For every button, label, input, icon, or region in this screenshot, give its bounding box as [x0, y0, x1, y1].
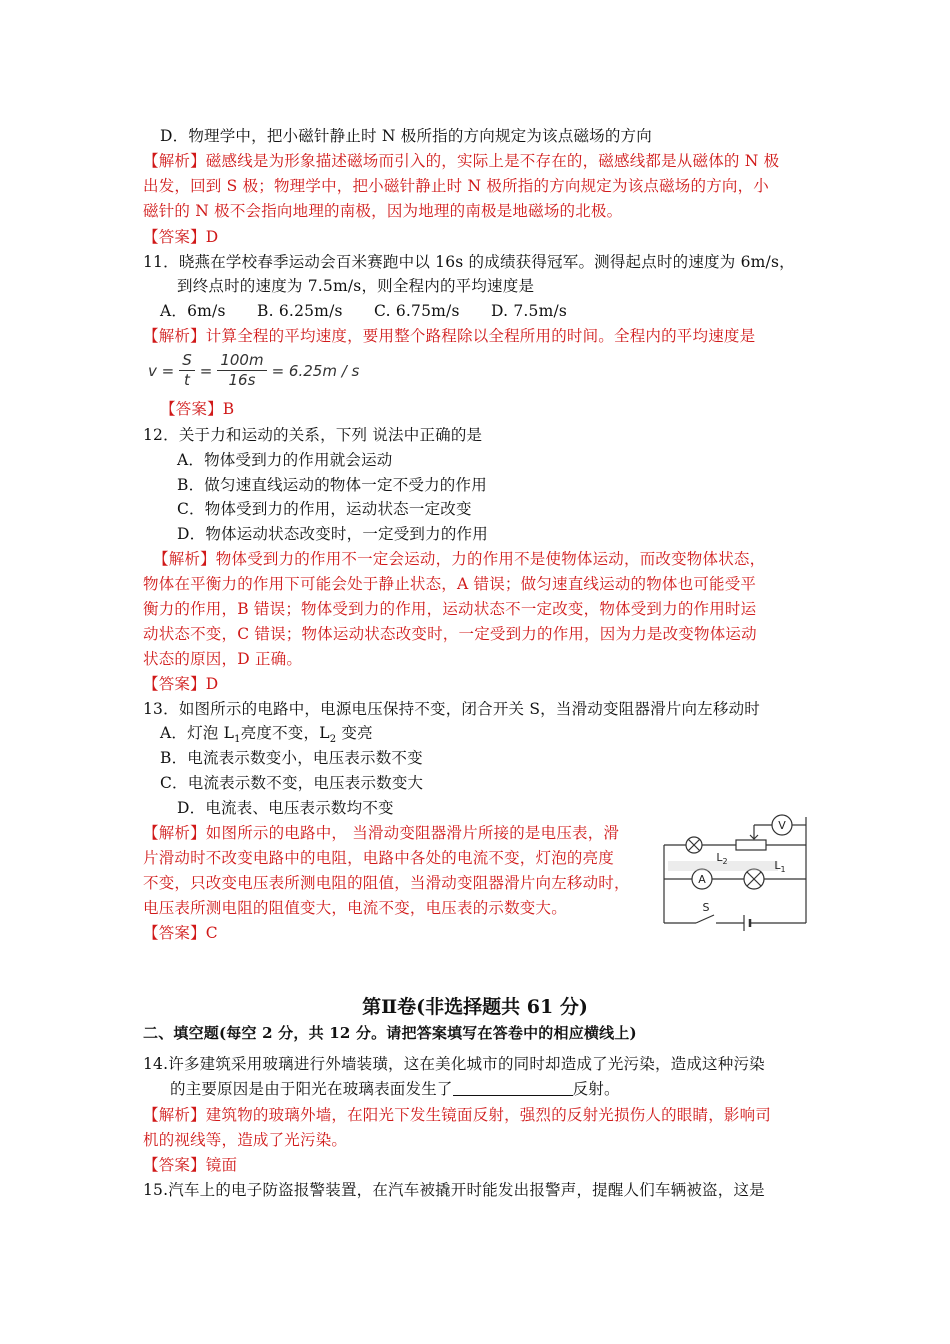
q10-analysis-line2: 出发，回到 S 极；物理学中，把小磁针静止时 N 极所指的方向规定为该点磁场的方向，小	[143, 177, 769, 195]
q13-analysis-line3: 不变，只改变电压表所测电阻的阻值，当滑动变阻器滑片向左移动时，	[143, 874, 630, 892]
q13-option-a-mid: 亮度不变，L	[240, 724, 330, 742]
q12-analysis-line3: 衡力的作用，B 错误；物体受到力的作用，运动状态不一定改变，物体受到力的作用时运	[143, 600, 757, 618]
q12-option-a: A．物体受到力的作用就会运动	[177, 451, 393, 469]
q15-stem-line1: 15.汽车上的电子防盗报警装置，在汽车被撬开时能发出报警声，提醒人们车辆被盗，这是	[143, 1181, 765, 1199]
q14-analysis-line2: 机的视线等，造成了光污染。	[143, 1131, 348, 1149]
q12-analysis-line5: 状态的原因，D 正确。	[143, 650, 303, 668]
q10-analysis-line3: 磁针的 N 极不会指向地理的南极，因为地理的南极是地磁场的北极。	[143, 202, 623, 220]
q14-stem-line1: 14.许多建筑采用玻璃进行外墙装璜，这在美化城市的同时却造成了光污染，造成这种污染	[143, 1055, 765, 1073]
q13-option-b: B．电流表示数变小，电压表示数不变	[160, 749, 423, 767]
q13-option-a-sub1: 1	[234, 734, 241, 746]
formula-num1: S	[179, 351, 195, 371]
q12-analysis-line1: 【解析】物体受到力的作用不一定会运动，力的作用不是使物体运动，而改变物体状态，	[153, 550, 766, 568]
ammeter-label: A	[698, 873, 706, 886]
q14-answer: 【答案】镜面	[143, 1156, 238, 1174]
q10-option-d: D．物理学中，把小磁针静止时 N 极所指的方向规定为该点磁场的方向	[160, 127, 652, 145]
q13-stem: 13．如图所示的电路中，电源电压保持不变，闭合开关 S，当滑动变阻器滑片向左移动时	[143, 700, 760, 718]
q12-analysis-line4: 动状态不变，C 错误；物体运动状态改变时，一定受到力的作用，因为力是改变物体运动	[143, 625, 757, 643]
part2-section-heading: 二、填空题(每空 2 分，共 12 分。请把答案填写在答卷中的相应横线上)	[143, 1024, 637, 1042]
q12-answer: 【答案】D	[143, 675, 219, 693]
q12-option-b: B．做匀速直线运动的物体一定不受力的作用	[177, 476, 487, 494]
q13-option-c: C．电流表示数不变，电压表示数变大	[160, 774, 424, 792]
q13-option-a-sub2: 2	[329, 734, 337, 746]
q13-answer: 【答案】C	[143, 924, 218, 942]
q14-answer-blank[interactable]	[453, 1081, 573, 1096]
q13-option-a-post: 变亮	[336, 724, 373, 742]
q13-circuit-diagram	[660, 811, 812, 931]
q10-answer: 【答案】D	[143, 228, 219, 246]
q12-analysis-line2: 物体在平衡力的作用下可能会处于静止状态，A 错误；做匀速直线运动的物体也可能受平	[143, 575, 757, 593]
q11-analysis: 【解析】计算全程的平均速度，要用整个路程除以全程所用的时间。全程内的平均速度是	[143, 327, 756, 345]
q11-answer: 【答案】B	[160, 400, 235, 418]
q12-option-c: C．物体受到力的作用，运动状态一定改变	[177, 500, 472, 518]
q10-analysis-line1: 【解析】磁感线是为形象描述磁场而引入的，实际上是不存在的，磁感线都是从磁体的 N 极	[143, 152, 780, 170]
q13-analysis-line2: 片滑动时不改变电路中的电阻，电路中各处的电流不变，灯泡的亮度	[143, 849, 615, 867]
switch-blade-icon	[696, 915, 714, 923]
rheostat-icon	[736, 840, 766, 850]
formula-fraction-s-t	[179, 351, 195, 390]
part2-title: 第Ⅱ卷(非选择题共 61 分)	[362, 996, 588, 1018]
q11-options: A．6m/s B. 6.25m/s C. 6.75m/s D. 7.5m/s	[160, 302, 568, 320]
q11-stem-line2: 到终点时的速度为 7.5m/s，则全程内的平均速度是	[177, 277, 535, 295]
q13-option-a-pre: A．灯泡 L	[160, 724, 235, 742]
q14-stem-line2-post: 反射。	[572, 1080, 620, 1098]
q13-analysis-line4: 电压表所测电阻的阻值变大，电流不变，电压表的示数变大。	[143, 899, 567, 917]
q11-stem-line1: 11．晓燕在学校春季运动会百米赛跑中以 16s 的成绩获得冠军。测得起点时的速度为 6m/s，	[143, 253, 795, 271]
formula-num2: 100m	[217, 351, 266, 371]
formula-fraction-values	[217, 351, 266, 390]
q14-analysis-line1: 【解析】建筑物的玻璃外墙，在阳光下发生镜面反射，强烈的反射光损伤人的眼睛，影响司	[143, 1106, 772, 1124]
voltmeter-label: V	[778, 819, 786, 832]
formula-den1: t	[184, 371, 190, 389]
formula-lhs: v =	[148, 361, 175, 380]
lamp-l2-label: $L_2$	[716, 851, 728, 866]
q14-stem-line2	[170, 1078, 620, 1100]
q13-analysis-line1: 【解析】如图所示的电路中， 当滑动变阻器滑片所接的是电压表，滑	[143, 824, 620, 842]
q14-stem-line2-pre: 的主要原因是由于阳光在玻璃表面发生了	[170, 1080, 453, 1098]
q12-stem: 12．关于力和运动的关系，下列 说法中正确的是	[143, 426, 483, 444]
q11-formula	[148, 351, 359, 390]
q13-option-d: D．电流表、电压表示数均不变	[177, 799, 394, 817]
switch-label: S	[702, 901, 710, 914]
formula-rhs: = 6.25m / s	[271, 361, 360, 380]
formula-equals: =	[199, 361, 213, 380]
lamp-l1-label: $L_1$	[774, 859, 786, 874]
formula-den2: 16s	[228, 371, 256, 389]
q12-option-d: D．物体运动状态改变时，一定受到力的作用	[177, 525, 488, 543]
